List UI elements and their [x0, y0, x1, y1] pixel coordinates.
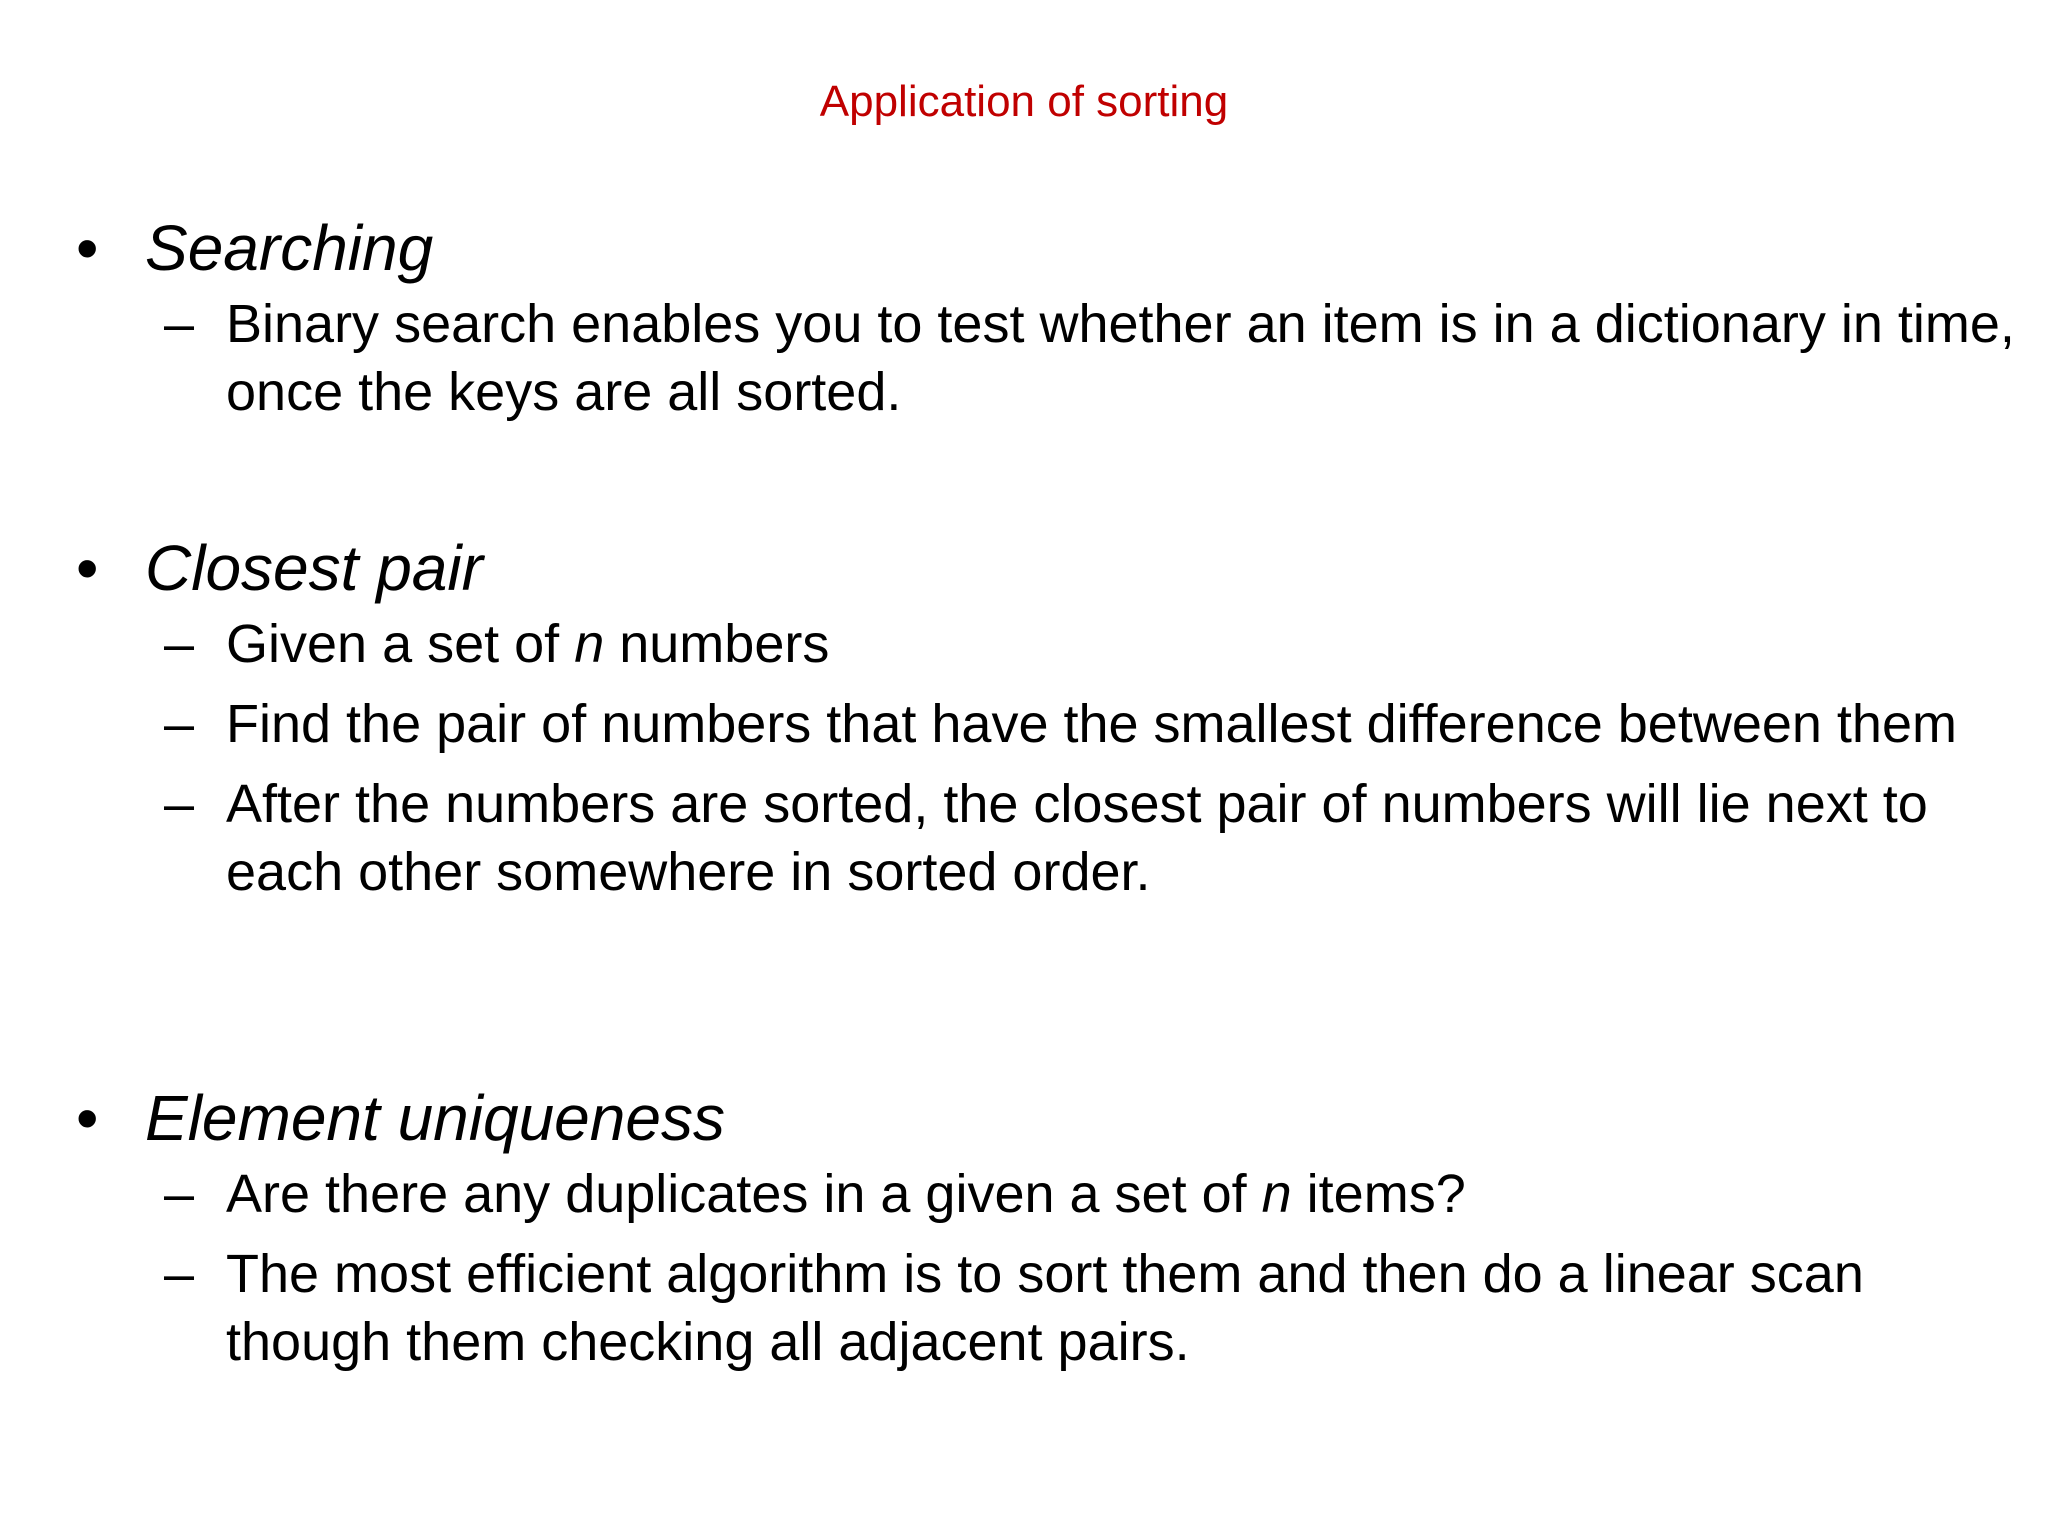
sub-text-main: Binary search enables you to test whether an item is in a dictionary in time, once the keys are all sorted. — [226, 294, 2015, 422]
sub-item — [76, 290, 2026, 426]
bullet-dot: • — [76, 532, 99, 604]
sub-text-main: Find the pair of numbers that have the smallest difference between them — [226, 694, 1957, 754]
dash-marker: – — [164, 614, 195, 674]
sub-text-pre: Given a set of — [226, 614, 575, 674]
sub-item-text — [226, 770, 2026, 906]
bullet-dot: • — [76, 1082, 99, 1154]
bullet-heading-row — [76, 1076, 2016, 1160]
sub-item — [76, 610, 2026, 678]
sub-text-pre: Are there any duplicates in a given a set of — [226, 1164, 1262, 1224]
dash-marker: – — [164, 1164, 195, 1224]
sub-text-post: numbers — [604, 614, 830, 674]
dash-marker: – — [164, 694, 195, 754]
sub-item-text — [226, 1240, 2026, 1376]
bullet-dot: • — [76, 212, 99, 284]
sub-item — [76, 770, 2026, 906]
variable-n: n — [1261, 1164, 1292, 1224]
bullet-heading: Element uniqueness — [145, 1082, 725, 1154]
sub-item — [76, 1240, 2026, 1376]
sub-item-text — [226, 610, 2026, 678]
sub-item — [76, 690, 2026, 758]
variable-n: n — [574, 614, 605, 674]
sub-item-text — [226, 690, 2026, 758]
sub-list — [76, 290, 2016, 426]
dash-marker: – — [164, 294, 195, 354]
sub-list — [76, 1160, 2016, 1376]
bullet-searching — [76, 206, 2016, 438]
slide-title: Application of sorting — [819, 77, 1229, 126]
bullet-closest-pair — [76, 526, 2016, 918]
bullet-heading: Searching — [145, 212, 434, 284]
bullet-element-uniqueness — [76, 1076, 2016, 1388]
sub-text-post: items? — [1291, 1164, 1466, 1224]
dash-marker: – — [164, 1244, 195, 1304]
bullet-heading-row — [76, 206, 2016, 290]
sub-text-main: After the numbers are sorted, the closest pair of numbers will lie next to each other somewhere in sorted order. — [226, 774, 1928, 902]
sub-item-text — [226, 290, 2026, 426]
sub-text-main: The most efficient algorithm is to sort them and then do a linear scan though them checking all adjacent pairs. — [226, 1244, 1864, 1372]
dash-marker: – — [164, 774, 195, 834]
sub-item — [76, 1160, 2026, 1228]
bullet-heading-row — [76, 526, 2016, 610]
sub-item-text — [226, 1160, 2026, 1228]
sub-list — [76, 610, 2016, 906]
bullet-heading: Closest pair — [145, 532, 483, 604]
